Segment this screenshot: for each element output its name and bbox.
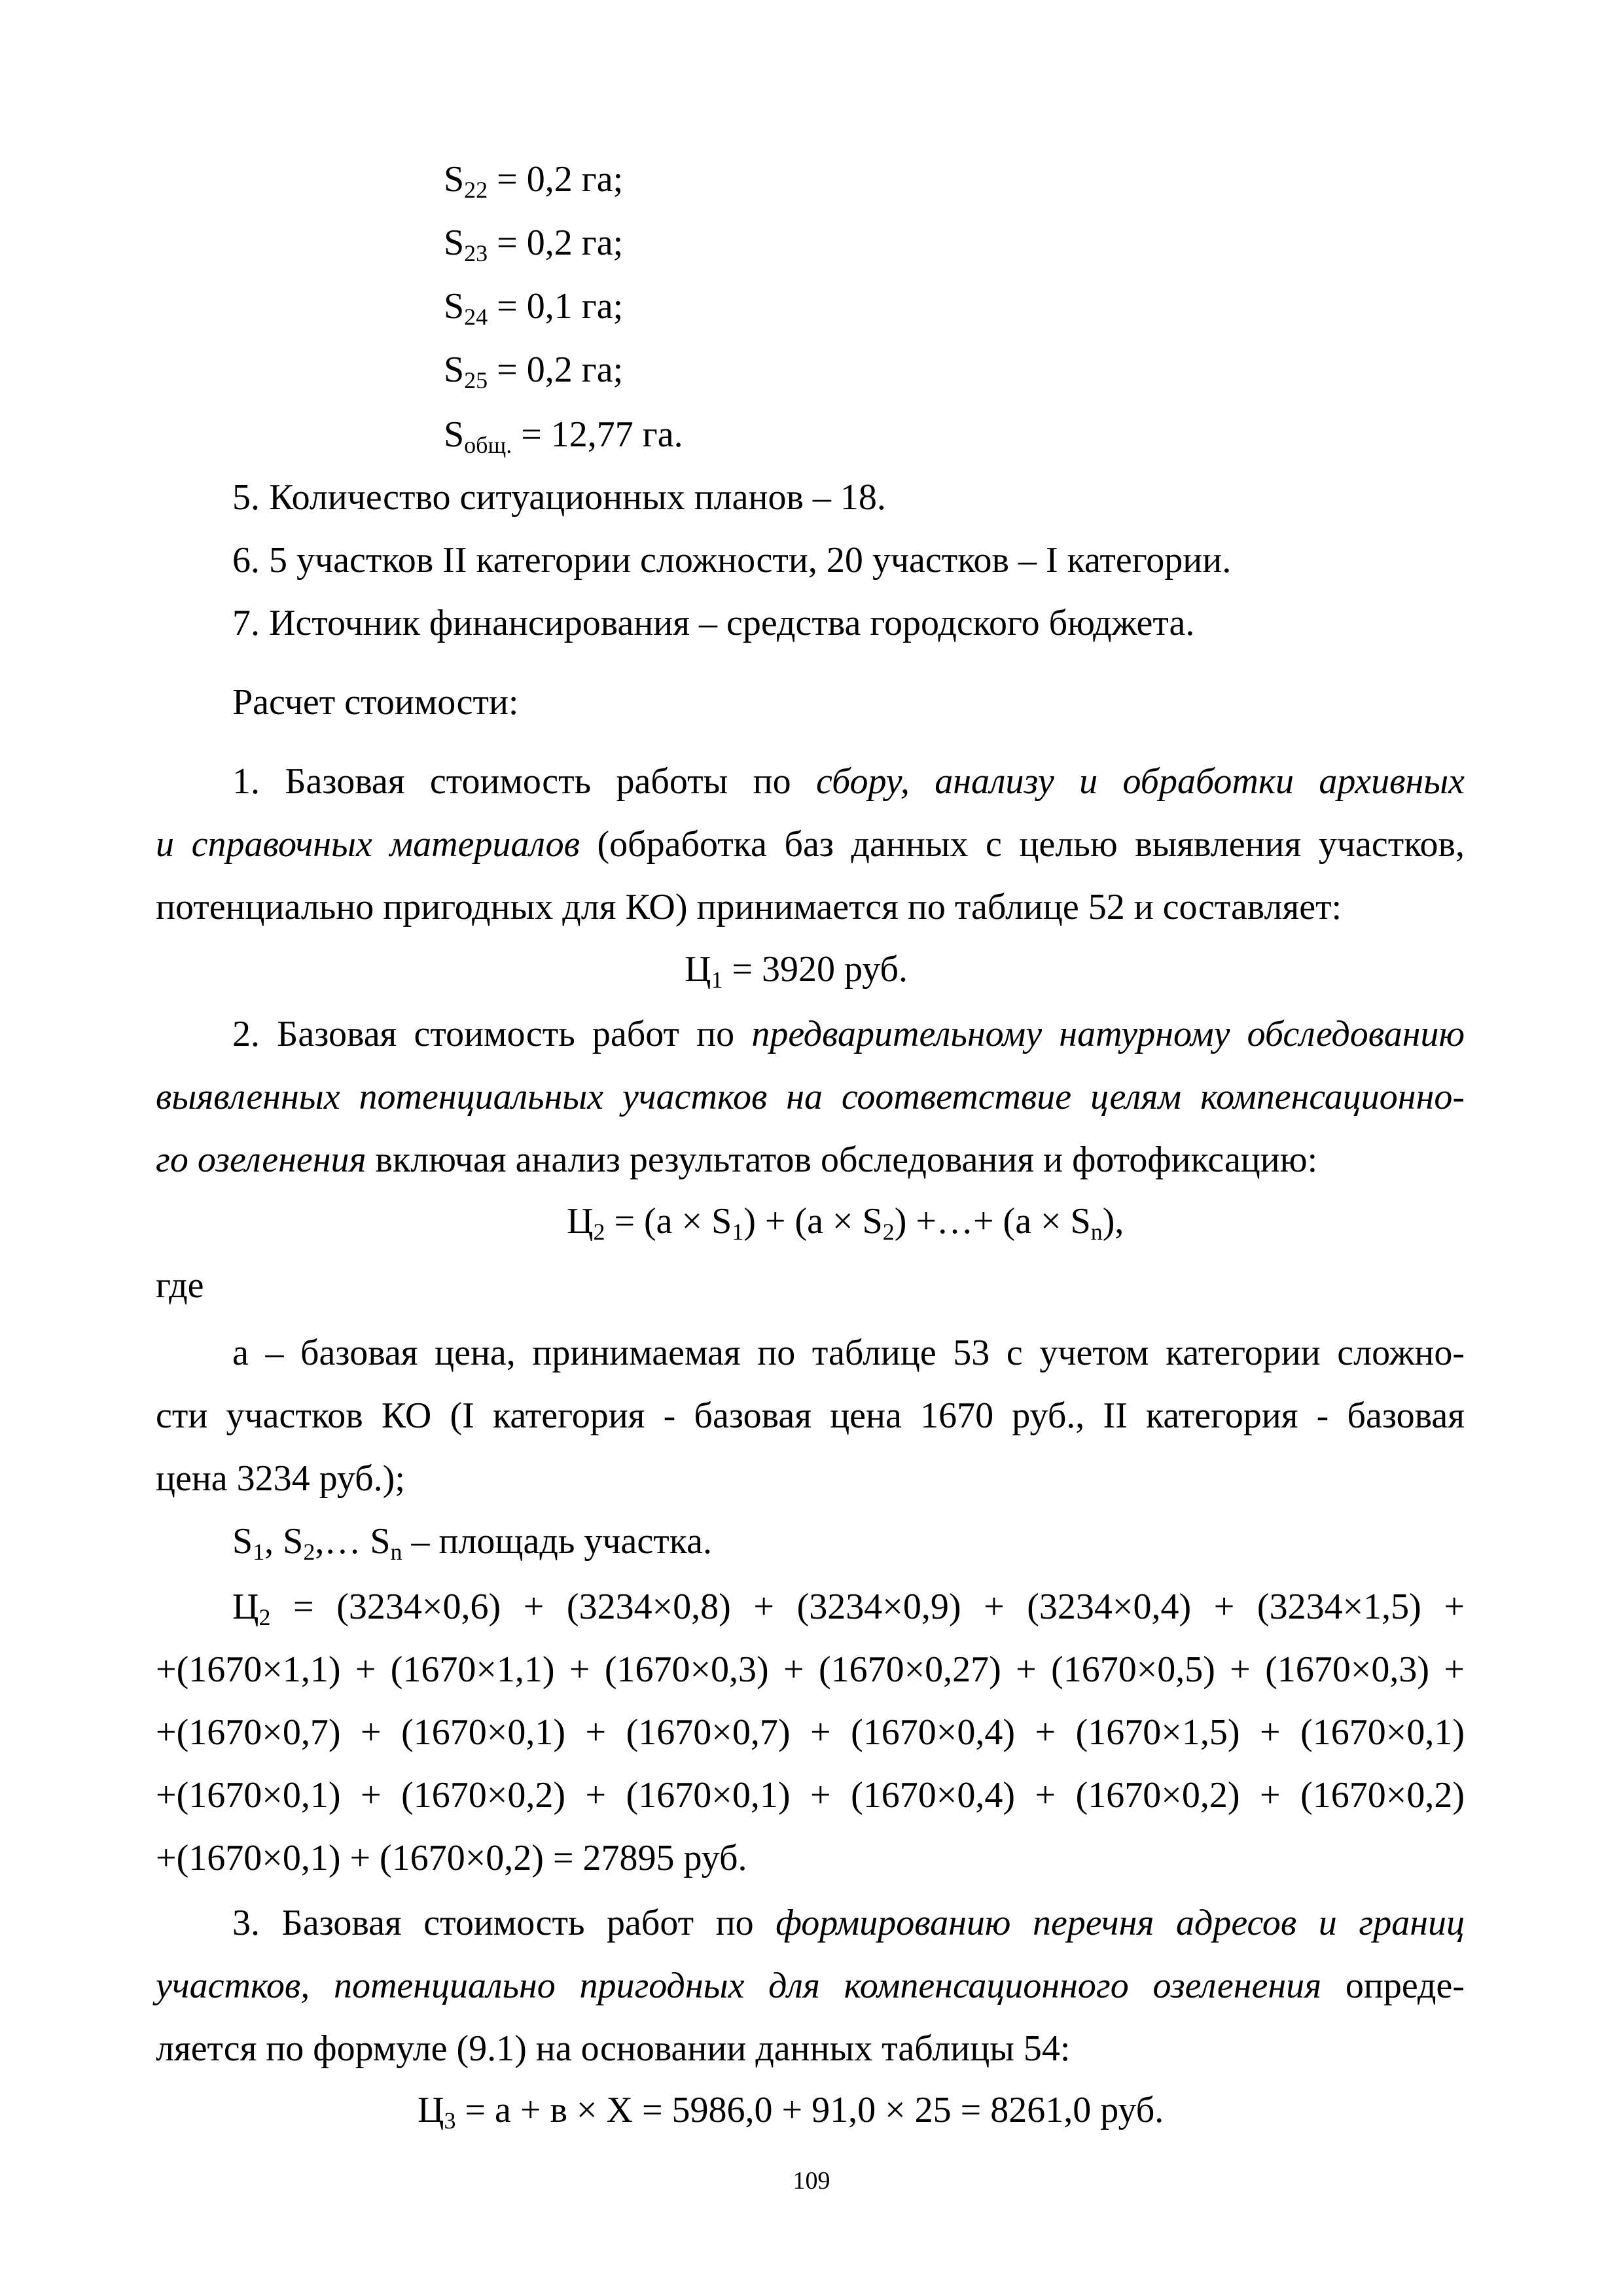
c2-calc-line3: +(1670×0,7) + (1670×0,1) + (1670×0,7) + (1670×0,4) + (1670×1,5) + (1670×0,1) [156, 1712, 1465, 1753]
page-number: 109 [793, 2167, 830, 2195]
p2-line1: 2. Базовая стоимость работ по предварительному натурному обследованию [232, 1014, 1465, 1054]
a-def-line1: а – базовая цена, принимаемая по таблице 53 с учетом категории сложно- [232, 1333, 1465, 1373]
c2-calc-line1: $Ц_2 = (3234\times 0,6) + (3234\times 0,8) + (3234\times 0,9) + (3234\times 0,4) + (3234\times 1,5)$ + [232, 1587, 1465, 1630]
p3-line1: 3. Базовая стоимость работ по формированию перечня адресов и границ [232, 1903, 1465, 1943]
c2-calc-line4: +(1670×0,1) + (1670×0,2) + (1670×0,1) + (1670×0,4) + (1670×0,2) + (1670×0,2) [156, 1775, 1465, 1816]
p3-line2: участков, потенциально пригодных для компенсационного озеленения опреде- [156, 1965, 1465, 2006]
p1-line3: потенциально пригодных для КО) принимается по таблице 52 и составляет: [156, 887, 1342, 927]
item-7: 7. Источник финансирования – средства городского бюджета. [232, 603, 1195, 643]
p2-line2: выявленных потенциальных участков на соответствие целям компенсационно- [156, 1077, 1465, 1117]
a-def-line2: сти участков КО (I категория - базовая цена 1670 руб., II категория - базовая [156, 1395, 1465, 1436]
p1-line1: 1. Базовая стоимость работы по сбору, анализу и обработки архивных [232, 761, 1465, 802]
item-6: 6. 5 участков II категории сложности, 20 участков – I категории. [232, 540, 1232, 581]
area-s22: $S_{22} = 0,2$ га; [444, 159, 624, 203]
s-def: $S_1$, $S_2,\dots$ $S_n$ – площадь участка. [232, 1521, 712, 1565]
formula-c2-general: $Ц_2 = (а \times S_1) + (а \times S_2)$ +…+ $(а \times S_n)$, [567, 1201, 1124, 1245]
p2-line3: го озеленения включая анализ результатов обследования и фотофиксацию: [156, 1139, 1318, 1180]
area-s25: $S_{25} = 0,2$ га; [444, 350, 624, 393]
a-def-line3: цена 3234 руб.); [156, 1458, 405, 1499]
calc-heading: Расчет стоимости: [232, 682, 519, 723]
item-5: 5. Количество ситуационных планов – 18. [232, 477, 886, 518]
p3-line3: ляется по формуле (9.1) на основании данных таблицы 54: [156, 2028, 1071, 2069]
area-total: $S_{общ.} = 12,77$ га. [444, 414, 683, 458]
formula-c3: $Ц_3 = а + в \times Х = 5986,0 + 91,0 \times 25 = 8261,0$ руб. [418, 2090, 1164, 2134]
p1-line2: и справочных материалов (обработка баз данных с целью выявления участков, [156, 824, 1465, 865]
c2-calc-line2: +(1670×1,1) + (1670×1,1) + (1670×0,3) + (1670×0,27) + (1670×0,5) + (1670×0,3) + [156, 1649, 1465, 1690]
c2-calc-line5: +(1670×0,1) + (1670×0,2) = 27895 руб. [156, 1838, 747, 1878]
area-s24: $S_{24} = 0,1$ га; [444, 286, 624, 330]
formula-c1: $Ц_1 = 3920$ руб. [685, 949, 908, 993]
area-s23: $S_{23} = 0,2$ га; [444, 223, 624, 266]
where-label: где [156, 1265, 204, 1306]
